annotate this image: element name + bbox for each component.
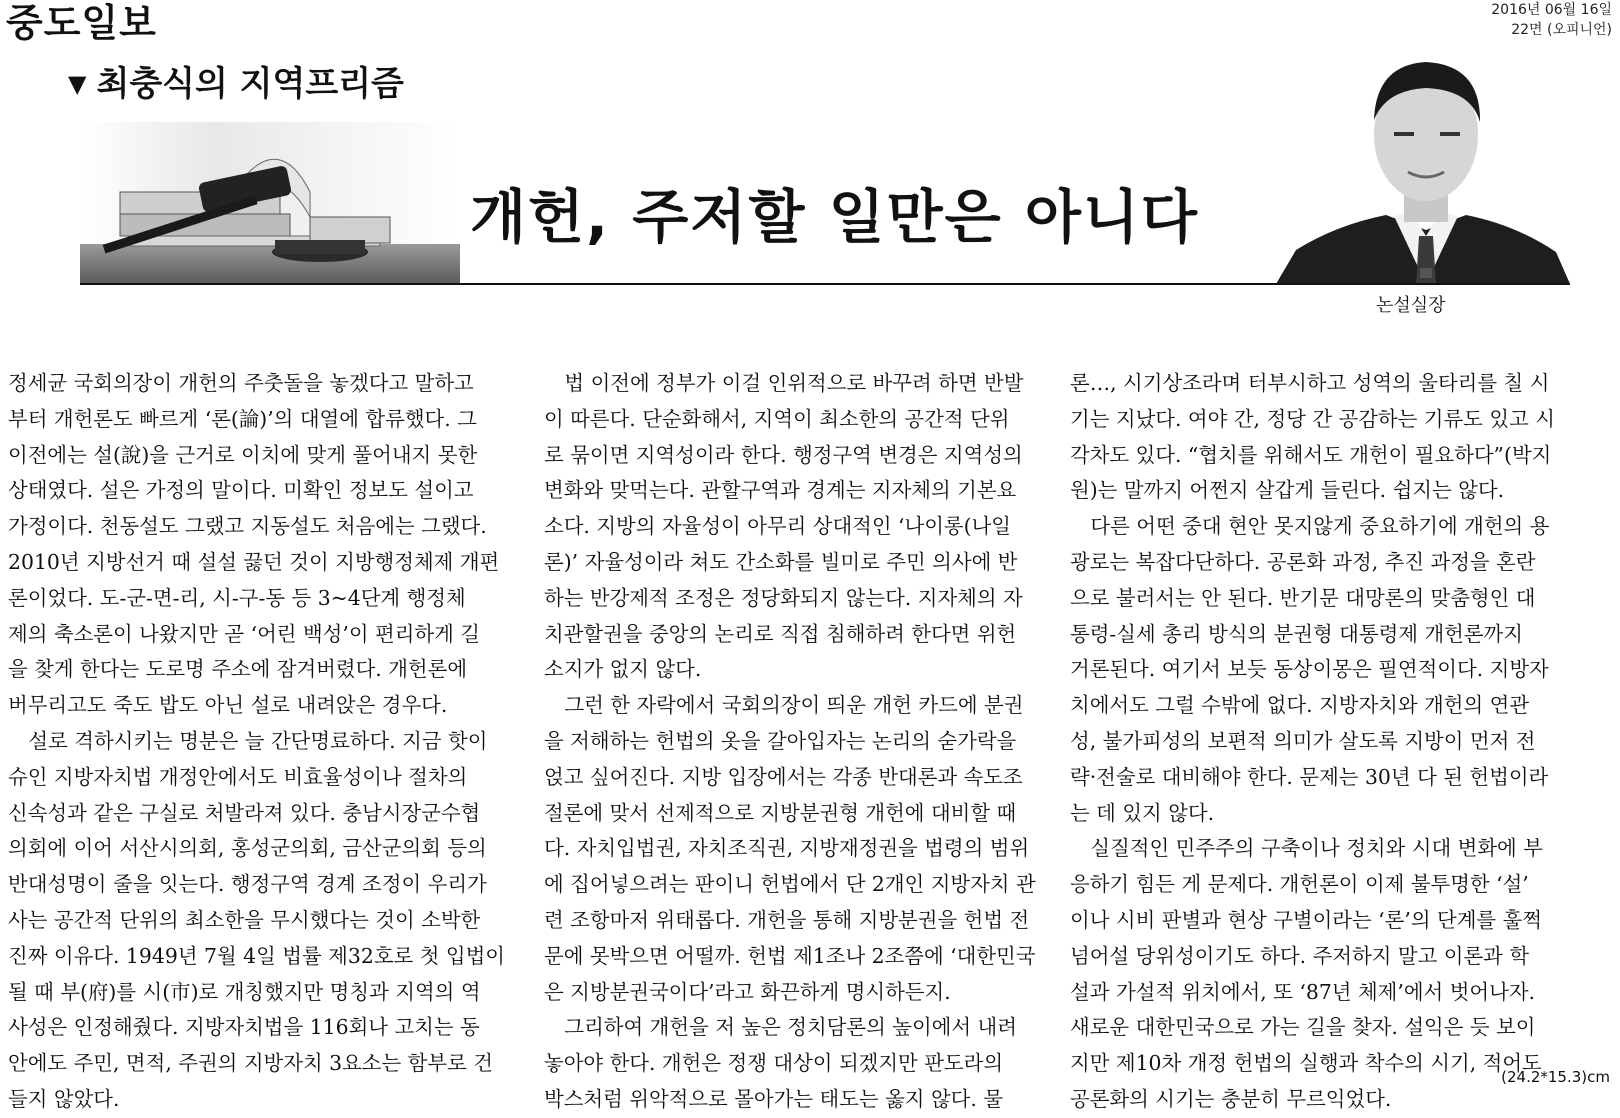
article-line: 지만 제10차 개정 헌법의 실행과 착수의 시기, 적어도 — [1070, 1051, 1542, 1076]
article-line: 버무리고도 죽도 밥도 아닌 설로 내려앉은 경우다. — [8, 693, 448, 718]
article-line: 사성은 인정해줬다. 지방자치법을 116회나 고치는 동 — [8, 1015, 480, 1040]
article-line: 사는 공간적 단위의 최소한을 무시했다는 것이 소박한 — [8, 907, 481, 932]
article-line: 이전에는 설(說)을 근거로 이치에 맞게 풀어내지 못한 — [8, 442, 478, 467]
article-line: 론이었다. 도-군-면-리, 시-구-동 등 3~4단계 행정체 — [8, 585, 466, 610]
article-line: 다. 자치입법권, 자치조직권, 지방재정권을 법령의 범위 — [544, 836, 1030, 861]
article-line: 될 때 부(府)를 시(市)로 개칭했지만 명칭과 지역의 역 — [8, 979, 481, 1004]
article-column-1 — [8, 366, 505, 1118]
article-line: 그런 한 자락에서 국회의장이 띄운 개헌 카드에 분권 — [544, 693, 1024, 718]
dateline — [1491, 0, 1612, 40]
article-line: 상태였다. 설은 가정의 말이다. 미확인 정보도 설이고 — [8, 478, 474, 503]
article-line: 기는 지났다. 여야 간, 정당 간 공감하는 기류도 있고 시 — [1070, 406, 1555, 431]
article-line: 련 조항마저 위태롭다. 개헌을 통해 지방분권을 헌법 전 — [544, 907, 1030, 932]
article-line: 을 저해하는 헌법의 옷을 갈아입자는 논리의 숟가락을 — [544, 728, 1017, 753]
article-line: 반대성명이 줄을 잇는다. 행정구역 경계 조정이 우리가 — [8, 872, 487, 897]
article-line: 으로 불러서는 안 된다. 반기문 대망론의 맞춤형인 대 — [1070, 585, 1536, 610]
article-line: 소지가 없지 않다. — [544, 657, 702, 682]
article-line: 들지 않았다. — [8, 1086, 120, 1111]
article-line: 는 데 있지 않다. — [1070, 800, 1215, 825]
article-line: 설로 격하시키는 명분은 늘 간단명료하다. 지금 핫이 — [8, 728, 488, 753]
article-line: 의회에 이어 서산시의회, 홍성군의회, 금산군의회 등의 — [8, 836, 487, 861]
article-line: 박스처럼 위악적으로 몰아가는 태도는 옳지 않다. 물 — [544, 1086, 1004, 1111]
article-line: 변화와 맞먹는다. 관할구역과 경계는 지자체의 기본요 — [544, 478, 1017, 503]
column-title-text: 최충식의 지역프리즘 — [96, 64, 404, 104]
article-line: 은 지방분권국이다’라고 화끈하게 명시하든지. — [544, 979, 951, 1004]
author-byline: 논설실장 — [1376, 295, 1446, 316]
article-line: 제의 축소론이 나왔지만 곧 ‘어린 백성’이 편리하게 길 — [8, 621, 480, 646]
publish-date: 2016년 06월 16일 — [1491, 2, 1612, 18]
article-line: 정세균 국회의장이 개헌의 주춧돌을 놓겠다고 말하고 — [8, 371, 474, 395]
article-line: 에 집어넣으려는 판이니 헌법에서 단 2개인 지방자치 관 — [544, 872, 1036, 897]
article-line: 략·전술로 대비해야 한다. 문제는 30년 다 된 헌법이라 — [1070, 764, 1549, 789]
article-line: 론…, 시기상조라며 터부시하고 성역의 울타리를 칠 시 — [1070, 371, 1550, 395]
article-line: 슈인 지방자치법 개정안에서도 비효율성이나 절차의 — [8, 764, 468, 789]
article-line: 가정이다. 천동설도 그랬고 지동설도 처음에는 그랬다. — [8, 514, 487, 539]
article-line: 치관할권을 중앙의 논리로 직접 침해하려 한다면 위헌 — [544, 621, 1017, 646]
article-line: 응하기 힘든 게 문제다. 개헌론이 이제 불투명한 ‘설’ — [1070, 872, 1529, 897]
article-line: 치에서도 그럴 수밖에 없다. 지방자치와 개헌의 연관 — [1070, 693, 1530, 718]
article-line: 문에 못박으면 어떨까. 헌법 제1조나 2조쯤에 ‘대한민국 — [544, 943, 1036, 968]
article-line: 론)’ 자율성이라 쳐도 간소화를 빌미로 주민 의사에 반 — [544, 549, 1018, 574]
article-line: 법 이전에 정부가 이걸 인위적으로 바꾸려 하면 반발 — [544, 371, 1024, 395]
article-line: 하는 반강제적 조정은 정당화되지 않는다. 지자체의 자 — [544, 585, 1023, 610]
article-line: 신속성과 같은 구실로 처발라져 있다. 충남시장군수협 — [8, 800, 481, 825]
header-divider — [80, 283, 1570, 285]
article-line: 진짜 이유다. 1949년 7월 4일 법률 제32호로 첫 입법이 — [8, 943, 505, 968]
article-line: 안에도 주민, 면적, 주권의 지방자치 3요소는 함부로 건 — [8, 1051, 493, 1076]
article-line: 얹고 싶어진다. 지방 입장에서는 각종 반대론과 속도조 — [544, 764, 1023, 789]
article-line: 절론에 맞서 선제적으로 지방분권형 개헌에 대비할 때 — [544, 800, 1017, 825]
article-line: 거론된다. 여기서 보듯 동상이몽은 필연적이다. 지방자 — [1070, 657, 1549, 682]
article-line: 소다. 지방의 자율성이 아무리 상대적인 ‘나이롱(나일 — [544, 514, 1011, 539]
article-line: 광로는 복잡다단하다. 공론화 과정, 추진 과정을 혼란 — [1070, 549, 1536, 574]
newspaper-masthead: 중도일보 — [6, 1, 157, 45]
article-line: 이나 시비 판별과 현상 구별이라는 ‘론’의 단계를 훌쩍 — [1070, 907, 1542, 932]
article-line: 설과 가설적 위치에서, 또 ‘87년 체제’에서 벗어나자. — [1070, 979, 1536, 1004]
article-line: 로 묶이면 지역성이라 한다. 행정구역 변경은 지역성의 — [544, 442, 1023, 467]
article-column-3 — [1070, 366, 1564, 1118]
article-line: 2010년 지방선거 때 설설 끓던 것이 지방행정체제 개편 — [8, 549, 500, 574]
article-line: 원)는 말까지 어쩐지 살갑게 들린다. 쉽지는 않다. — [1070, 478, 1505, 503]
print-size-note: (24.2*15.3)cm — [1501, 1068, 1610, 1086]
article-line: 이 따른다. 단순화해서, 지역이 최소한의 공간적 단위 — [544, 406, 1010, 431]
article-line: 다른 어떤 중대 현안 못지않게 중요하기에 개헌의 용 — [1070, 514, 1550, 539]
article-line: 성, 불가피성의 보편적 의미가 살도록 지방이 먼저 전 — [1070, 728, 1536, 753]
article-line: 실질적인 민주주의 구축이나 정치와 시대 변화에 부 — [1070, 836, 1543, 861]
article-line: 부터 개헌론도 빠르게 ‘론(論)’의 대열에 합류했다. 그 — [8, 406, 477, 431]
column-title — [68, 62, 404, 106]
article-line: 넘어설 당위성이기도 하다. 주저하지 말고 이론과 학 — [1070, 943, 1530, 968]
article-headline: 개헌, 주저할 일만은 아니다 — [470, 183, 1199, 251]
article-line: 통령-실세 총리 방식의 분권형 대통령제 개헌론까지 — [1070, 621, 1523, 646]
article-line: 각차도 있다. “협치를 위해서도 개헌이 필요하다”(박지 — [1070, 442, 1552, 467]
triangle-down-icon: ▼ — [68, 70, 87, 98]
gavel-illustration — [80, 122, 460, 284]
article-line: 공론화의 시기는 충분히 무르익었다. — [1070, 1086, 1392, 1111]
author-portrait — [1276, 40, 1570, 284]
page-section: 22면 (오피니언) — [1511, 22, 1612, 38]
article-line: 그리하여 개헌을 저 높은 정치담론의 높이에서 내려 — [544, 1015, 1017, 1040]
article-line: 을 찾게 한다는 도로명 주소에 잠겨버렸다. 개헌론에 — [8, 657, 468, 682]
article-line: 새로운 대한민국으로 가는 길을 찾자. 설익은 듯 보이 — [1070, 1015, 1536, 1040]
article-column-2 — [544, 366, 1036, 1118]
article-line: 놓아야 한다. 개헌은 정쟁 대상이 되겠지만 판도라의 — [544, 1051, 1004, 1076]
